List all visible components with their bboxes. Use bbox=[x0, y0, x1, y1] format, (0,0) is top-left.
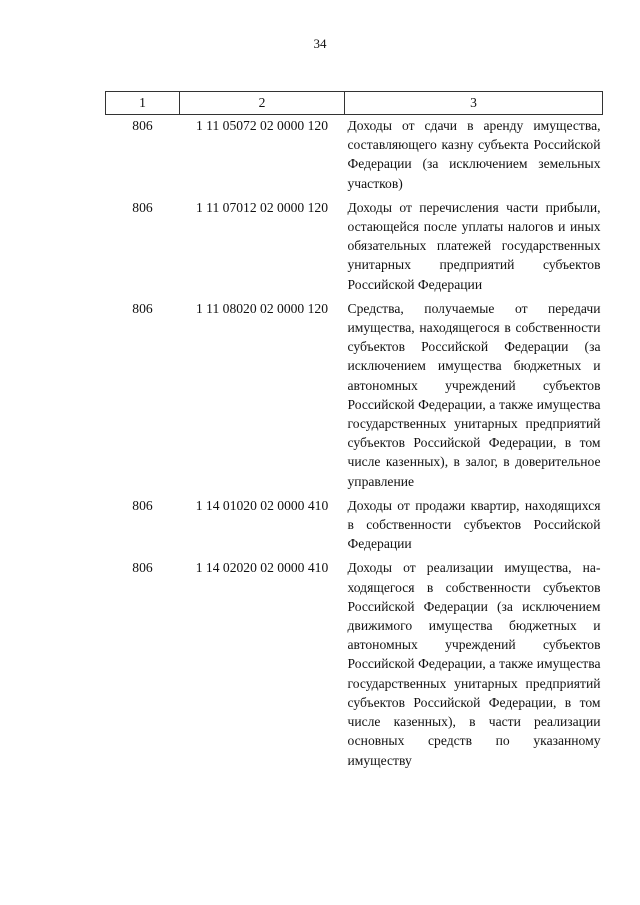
table-row bbox=[106, 115, 603, 197]
table-row bbox=[106, 495, 603, 558]
column-header-3: 3 bbox=[345, 92, 603, 115]
revenue-codes-table bbox=[105, 91, 603, 774]
description-cell: Средства, получаемые от передачи имущества, находящегося в собственности субъектов Российской Федерации (за исключением имущества бюджетных и автономных учреждений субъектов Российской Федерации, а также имущества государственных унитарных предприятий субъектов Российской Федерации, в том числе казенных), в залог, в доверительное управление bbox=[347, 300, 601, 489]
budget-code-cell: 1 11 08020 02 0000 120 bbox=[195, 300, 329, 316]
description-cell: Доходы от реализации имущества, находящегося в собственности субъектов Российской Федерации (за исключением движимого имущества бюджетных и автономных учреждений субъектов Российской Федерации, а также имущества государственных унитарных предприятий субъектов Российской Федерации, в том числе казенных), в части реализации основных средств по указанному имуществу bbox=[347, 560, 601, 768]
budget-code-cell: 1 14 01020 02 0000 410 bbox=[195, 497, 329, 513]
column-header-2: 2 bbox=[180, 92, 345, 115]
admin-code-cell: 806 bbox=[132, 199, 153, 215]
page-number: 34 bbox=[313, 36, 327, 51]
table-row bbox=[106, 197, 603, 298]
table-row bbox=[106, 298, 603, 495]
admin-code-cell: 806 bbox=[132, 497, 153, 513]
column-header-1: 1 bbox=[106, 92, 180, 115]
budget-code-cell: 1 14 02020 02 0000 410 bbox=[195, 560, 329, 576]
admin-code-cell: 806 bbox=[132, 300, 153, 316]
description-cell: Доходы от сдачи в аренду имущества, составляющего казну субъекта Российской Федерации (за исключением земельных участков) bbox=[347, 118, 601, 191]
table-header-row bbox=[106, 92, 603, 115]
budget-code-cell: 1 11 05072 02 0000 120 bbox=[195, 118, 329, 133]
budget-code-cell: 1 11 07012 02 0000 120 bbox=[195, 199, 329, 215]
description-cell: Доходы от продажи квартир, находящихся в собственности субъектов Российской Федерации bbox=[347, 497, 601, 552]
description-cell: Доходы от перечисления части прибыли, остающейся после уплаты налогов и иных обязательных платежей государственных унитарных предприятий субъектов Российской Федерации bbox=[347, 199, 601, 292]
admin-code-cell: 806 bbox=[132, 560, 153, 576]
admin-code-cell: 806 bbox=[132, 118, 153, 133]
table-row bbox=[106, 557, 603, 773]
